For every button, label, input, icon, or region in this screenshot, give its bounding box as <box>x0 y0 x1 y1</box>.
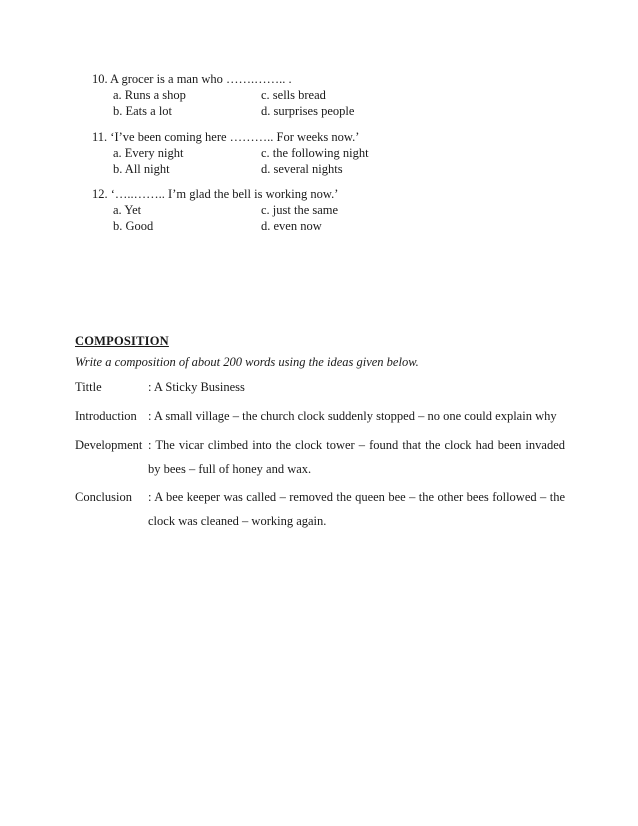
composition-instruction: Write a composition of about 200 words using the ideas given below. <box>75 355 419 369</box>
question-10 <box>92 71 355 119</box>
row-text: : A small village – the church clock suddenly stopped – no one could explain why <box>148 409 557 423</box>
question-stem: 11. ‘I’ve been coming here ……….. For weeks now.’ <box>92 130 360 144</box>
row-label: Development <box>75 438 143 452</box>
row-label: Tittle <box>75 380 102 394</box>
option-b: b. All night <box>113 162 170 176</box>
option-c: c. just the same <box>261 203 339 217</box>
option-d: d. several nights <box>261 162 343 176</box>
development-row <box>75 433 565 481</box>
question-stem: 10. A grocer is a man who …….…….. . <box>92 72 292 86</box>
option-row <box>92 145 369 161</box>
option-d: d. even now <box>261 219 322 233</box>
option-a: a. Runs a shop <box>113 88 186 102</box>
question-stem: 12. ‘…..…….. I’m glad the bell is working now.’ <box>92 187 339 201</box>
question-11 <box>92 129 369 177</box>
option-row <box>92 202 338 218</box>
option-c: c. the following night <box>261 146 369 160</box>
row-label: Conclusion <box>75 490 132 504</box>
introduction-row <box>75 404 565 428</box>
option-b: b. Good <box>113 219 154 233</box>
question-12 <box>92 186 338 234</box>
option-row <box>92 218 338 234</box>
option-c: c. sells bread <box>261 88 326 102</box>
row-text: : A bee keeper was called – removed the queen bee – the other bees followed – the clock was cleaned – working again. <box>148 490 565 528</box>
option-row <box>92 87 326 103</box>
row-label: Introduction <box>75 409 137 423</box>
option-a: a. Yet <box>113 203 142 217</box>
option-a: a. Every night <box>113 146 184 160</box>
option-d: d. surprises people <box>261 104 355 118</box>
option-b: b. Eats a lot <box>113 104 173 118</box>
conclusion-row <box>75 485 565 533</box>
option-row <box>92 161 359 177</box>
composition-heading: COMPOSITION <box>75 334 169 348</box>
row-text: : A Sticky Business <box>148 380 245 394</box>
option-row <box>92 103 355 119</box>
row-text: : The vicar climbed into the clock tower – found that the clock had been invaded by bees – full of honey and wax. <box>148 438 565 476</box>
title-row <box>75 375 565 399</box>
